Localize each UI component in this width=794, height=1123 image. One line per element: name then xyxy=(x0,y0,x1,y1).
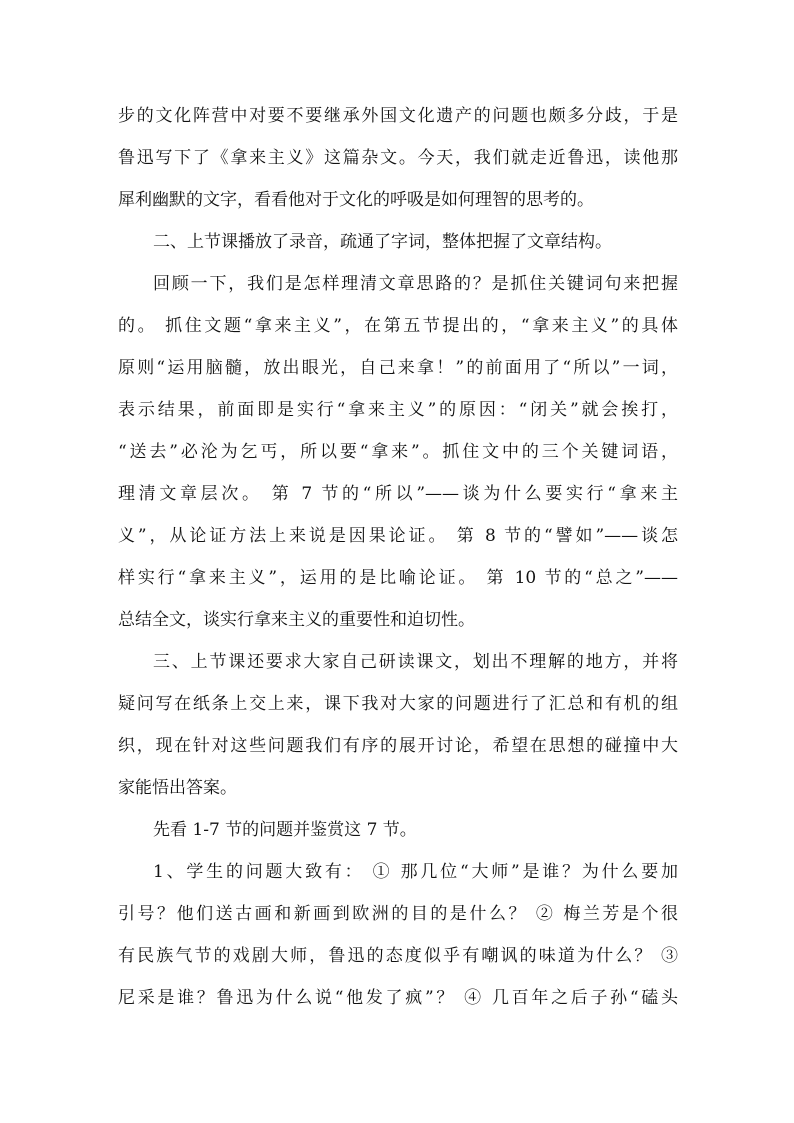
text-line: 家能悟出答案。 xyxy=(118,778,237,798)
text-line: 表示结果，前面即是实行“拿来主义”的原因：“闭关”就会挨打， xyxy=(118,400,678,420)
text-line: 犀利幽默的文字，看看他对于文化的呼吸是如何理智的思考的。 xyxy=(118,190,594,210)
text-line: 步的文化阵营中对要不要继承外国文化遗产的问题也颇多分歧，于是 xyxy=(118,106,678,126)
text-line: 回顾一下，我们是怎样理清文章思路的？是抓住关键词句来把握 xyxy=(153,274,678,294)
text-line: 织，现在针对这些问题我们有序的展开讨论，希望在思想的碰撞中大 xyxy=(118,736,678,756)
text-line: 鲁迅写下了《拿来主义》这篇杂文。今天，我们就走近鲁迅，读他那 xyxy=(118,148,678,168)
text-line: 先看 1-7 节的问题并鉴赏这 7 节。 xyxy=(153,820,417,840)
text-line: 义”，从论证方法上来说是因果论证。 第 8 节的“譬如”——谈怎 xyxy=(118,526,678,546)
text-line: 1、学生的问题大致有： ① 那几位“大师”是谁？为什么要加 xyxy=(153,862,678,882)
text-line: 理清文章层次。 第 7 节的“所以”——谈为什么要实行“拿来主 xyxy=(118,484,678,504)
text-line: 原则“运用脑髓，放出眼光，自己来拿！”的前面用了“所以”一词， xyxy=(118,358,678,378)
text-line: “送去”必沦为乞丐，所以要“拿来”。抓住文中的三个关键词语， xyxy=(118,442,678,462)
section-heading-line: 二、上节课播放了录音，疏通了字词，整体把握了文章结构。 xyxy=(153,232,612,252)
text-line: 引号？他们送古画和新画到欧洲的目的是什么？ ② 梅兰芳是个很 xyxy=(118,904,678,924)
section-heading-line: 三、上节课还要求大家自己研读课文，划出不理解的地方，并将 xyxy=(153,652,678,672)
text-line: 有民族气节的戏剧大师，鲁迅的态度似乎有嘲讽的味道为什么？ ③ xyxy=(118,946,678,966)
text-line: 疑问写在纸条上交上来，课下我对大家的问题进行了汇总和有机的组 xyxy=(118,694,678,714)
text-line: 尼采是谁？鲁迅为什么说“他发了疯”？ ④ 几百年之后子孙“磕头 xyxy=(118,988,678,1008)
text-line: 样实行“拿来主义”，运用的是比喻论证。 第 10 节的“总之”—— xyxy=(118,568,678,588)
text-line: 的。 抓住文题“拿来主义”，在第五节提出的，“拿来主义”的具体 xyxy=(118,316,678,336)
text-line: 总结全文，谈实行拿来主义的重要性和迫切性。 xyxy=(118,610,475,630)
